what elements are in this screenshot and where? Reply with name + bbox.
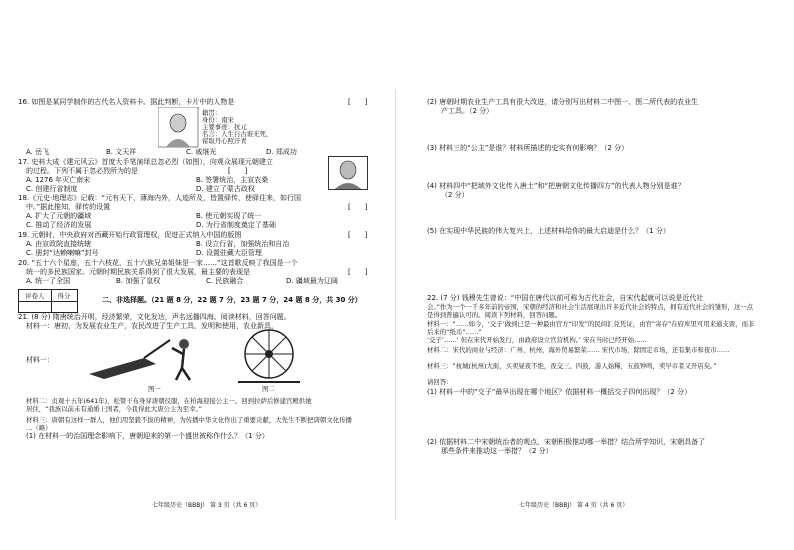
score-cell[interactable] xyxy=(51,302,77,313)
q16-option-b[interactable]: B. 文天祥 xyxy=(106,148,137,156)
kublai-portrait-icon xyxy=(328,156,368,190)
q20-option-a[interactable]: A. 统一了全国 xyxy=(26,277,71,285)
q16-stem: 16. 如图是某同学制作的古代名人资料卡。据此判断，卡片中的人物是 xyxy=(18,98,235,106)
q21-stem: 21. (8 分) 隋唐统治开明，经济繁荣，文化发达，声名远播四海。阅读材料，回答问题。 xyxy=(18,313,291,321)
q17-option-c[interactable]: C. 创建行省制度 xyxy=(26,185,78,193)
q19-option-d[interactable]: D. 设置驻藏大臣管理 xyxy=(196,249,262,257)
material-2-label: 材料一： xyxy=(26,356,54,364)
waterwheel-illustration-icon xyxy=(238,326,300,386)
material-1-text: 材料一：唐初，为发展农业生产，农民改进了生产工具，发明和使用，农业新具， xyxy=(26,322,278,330)
q20-option-c[interactable]: C. 民族融合 xyxy=(206,277,244,285)
q18-option-c[interactable]: C. 推动了经济的发展 xyxy=(26,221,92,229)
q19-stem: 19. 元朝时，中央政府对西藏开始行政管理权，促进正式纳入中国的版图 xyxy=(18,231,242,239)
q18-option-b[interactable]: B. 使元朝实现了统一 xyxy=(196,212,262,220)
q21-sub-4: (4) 材料四中“把域外文化传入唐土”和“把唐朝文化传播四方”的代表人物分别是谁？ xyxy=(427,182,685,190)
q17-option-d[interactable]: D. 建立了蒙古政权 xyxy=(196,185,255,193)
q16-option-c[interactable]: C. 戚继光 xyxy=(186,148,217,156)
q17-answer-bracket[interactable]: [ ] xyxy=(228,167,248,175)
q17-stem-2: 的过程。下列不属于忽必烈所为的是 xyxy=(26,167,138,175)
q17-option-b[interactable]: B. 签署统治，主宣农桑 xyxy=(196,176,269,184)
q16-option-d[interactable]: D. 郑成功 xyxy=(266,148,297,156)
q22-material-2: 材料二：宋代的商业与经济：广州、杭州，海外贸易繁荣…… 宋代市场，除固定市场，还有集市和夜市…… xyxy=(427,346,730,354)
card-line: 主要事迹：抗元 xyxy=(202,123,247,131)
q22-material-3: 材料三：“杭城(杭州)大街，买卖昼夜不绝，夜交三、四鼓，游人始稀，五鼓钟鸣，卖早市者又开店矣。” xyxy=(427,362,717,370)
q21-sub-4b: （2 分） xyxy=(441,191,469,199)
q16-option-a[interactable]: A. 岳飞 xyxy=(26,148,50,156)
q18-option-a[interactable]: A. 扩大了元朝的疆域 xyxy=(26,212,92,220)
card-line: 名言：人生自古谁无死， xyxy=(202,130,273,138)
q22-line: 会。”作为一个一千多年前的帝国，宋朝的经济和社会生活展现出许多近代社会的特点，拥有近代社会的雏形，这一点是得到普遍认可的。阅读下列材料，回答问题。 xyxy=(427,303,754,319)
material-2-line-1: 材料二：贞观十五年(641年)，松赞干布身穿唐朝仪服，在柏海迎接公主一。回到拉萨后修建宫殿供她 xyxy=(26,397,312,405)
figure-2-caption: 图二 xyxy=(262,385,275,393)
q20-option-d[interactable]: D. 疆域最为辽阔 xyxy=(286,277,338,285)
card-line: 留取丹心照汗青 xyxy=(202,137,247,145)
q19-option-b[interactable]: B. 设立行省，加强统治和自治 xyxy=(196,240,290,248)
q20-answer-bracket[interactable]: [ ] xyxy=(348,268,368,276)
q22-prompt: 请回答： xyxy=(427,378,453,386)
q22-sub-2b: 那些条件来推动这一举措？（2 分） xyxy=(441,447,553,455)
q20-option-b[interactable]: B. 加强了皇权 xyxy=(116,277,161,285)
card-line: 身份：南宋 xyxy=(202,116,234,124)
score-label-grader: 评卷人 xyxy=(19,290,52,302)
material-3-line-1: 材料三：唐朝有这样一群人，他们用坚毅不拔的精神，为传播中华文化作出了重要贡献，大先生不断把唐朝文化传播 xyxy=(26,416,352,424)
page-divider xyxy=(395,90,396,520)
q18-stem-1: 18.《元史·地理志》记载：“元有天下，薄海内外，人迹所及，皆置驿传，使驿往来，如行国 xyxy=(18,194,301,202)
q22-sub-2a: (2) 依据材料二中宋朝统治者的观点，宋朝积极推动哪一举措？结合所学知识，宋朝具备了 xyxy=(427,438,706,446)
q18-stem-2: 中。”据此推知，驿传的设置 xyxy=(26,203,111,211)
material-3-line-2: …（略） xyxy=(26,424,52,432)
q22-material-1b: ‘交子’……‘ 但在宋代开始发行，由政府设立官营机构。’ 宋在当时已经开始…… xyxy=(427,336,647,344)
q21-sub-2: (2) 唐朝时期农业生产工具有很大改进，请分别写出材料二中图一、图二所代表的农业生 xyxy=(427,98,699,106)
q19-option-a[interactable]: A. 由宣政院直接统辖 xyxy=(26,240,92,248)
q21-sub-2b: 产工具。（2 分） xyxy=(441,107,494,115)
q20-stem-2: 统一的多民族国家。元朝时期民族关系得到了很大发展，最主要的表现是 xyxy=(26,268,250,276)
card-line: 籍贯： xyxy=(202,109,222,117)
q19-answer-bracket[interactable]: [ ] xyxy=(348,231,368,239)
q18-answer-bracket[interactable]: [ ] xyxy=(348,203,368,211)
q21-sub-1: (1) 在材料一的治国理念影响下，唐朝迎来的第一个盛世被称作什么？（1 分） xyxy=(26,432,269,440)
q18-option-d[interactable]: D. 为行省制度奠定了基础 xyxy=(196,221,276,229)
plough-illustration-icon xyxy=(84,334,214,384)
page-footer-right: 七年级历史（BBBJ） 第 4 页（共 6 页） xyxy=(519,502,629,509)
score-label-score: 得分 xyxy=(51,290,77,302)
q21-sub-5: (5) 在实现中华民族的伟大复兴上，上述材料给你的最大启迪是什么？（1 分） xyxy=(427,227,670,235)
q19-option-c[interactable]: C. 册封“达赖喇嘛”封号 xyxy=(26,249,99,257)
q22-sub-1: (1) 材料一中的“交子”最早出现在哪个地区？依据材料一概括交子四何出现？（2 分） xyxy=(427,388,692,396)
q17-stem-1: 17. 史料大成《建元风云》首度大手笔演绎总忽必烈（如图），向观众展现元朝建立 xyxy=(18,158,273,166)
score-table xyxy=(18,289,78,313)
figure-1-caption: 图一 xyxy=(148,385,161,393)
person-card xyxy=(158,107,278,149)
right-page xyxy=(397,0,794,550)
q16-answer-bracket[interactable]: [ ] xyxy=(348,98,368,106)
score-cell[interactable] xyxy=(19,302,52,313)
q21-sub-3: (3) 材料三的“公主”是谁？材料所描述的史实有何影响？（2 分） xyxy=(427,144,629,152)
page-footer-left: 七年级历史（BBBJ） 第 3 页（共 6 页） xyxy=(152,502,262,509)
q20-stem-1: 20. “五十六个星座，五十六枝花，五十六族兄弟姐妹是一家……”这首歌反映了我国是一个 xyxy=(18,259,298,267)
q22-material-1: 材料一：“……如今，‘交子’做到已是一种最由官方“印发”的民间汇兑凭证，由官“寄存”在府库里可用来通支票，而非后来的“纸币”……” xyxy=(427,320,755,336)
material-2-line-2: 居住，“我族以前未有通婚上国者，今我得此大唐公主为至幸。” xyxy=(26,405,202,413)
q22-line: 22. (7 分) 钱穆先生曾说：“中国在唐代以前可称为古代社会，自宋代起就可以说是近代社 xyxy=(427,294,704,302)
q17-option-a[interactable]: A. 1276 年灭亡南宋 xyxy=(26,176,91,184)
section-2-title: 二、非选择题。（21 题 8 分，22 题 7 分，23 题 7 分，24 题 8 分，共 30 分） xyxy=(102,296,362,304)
